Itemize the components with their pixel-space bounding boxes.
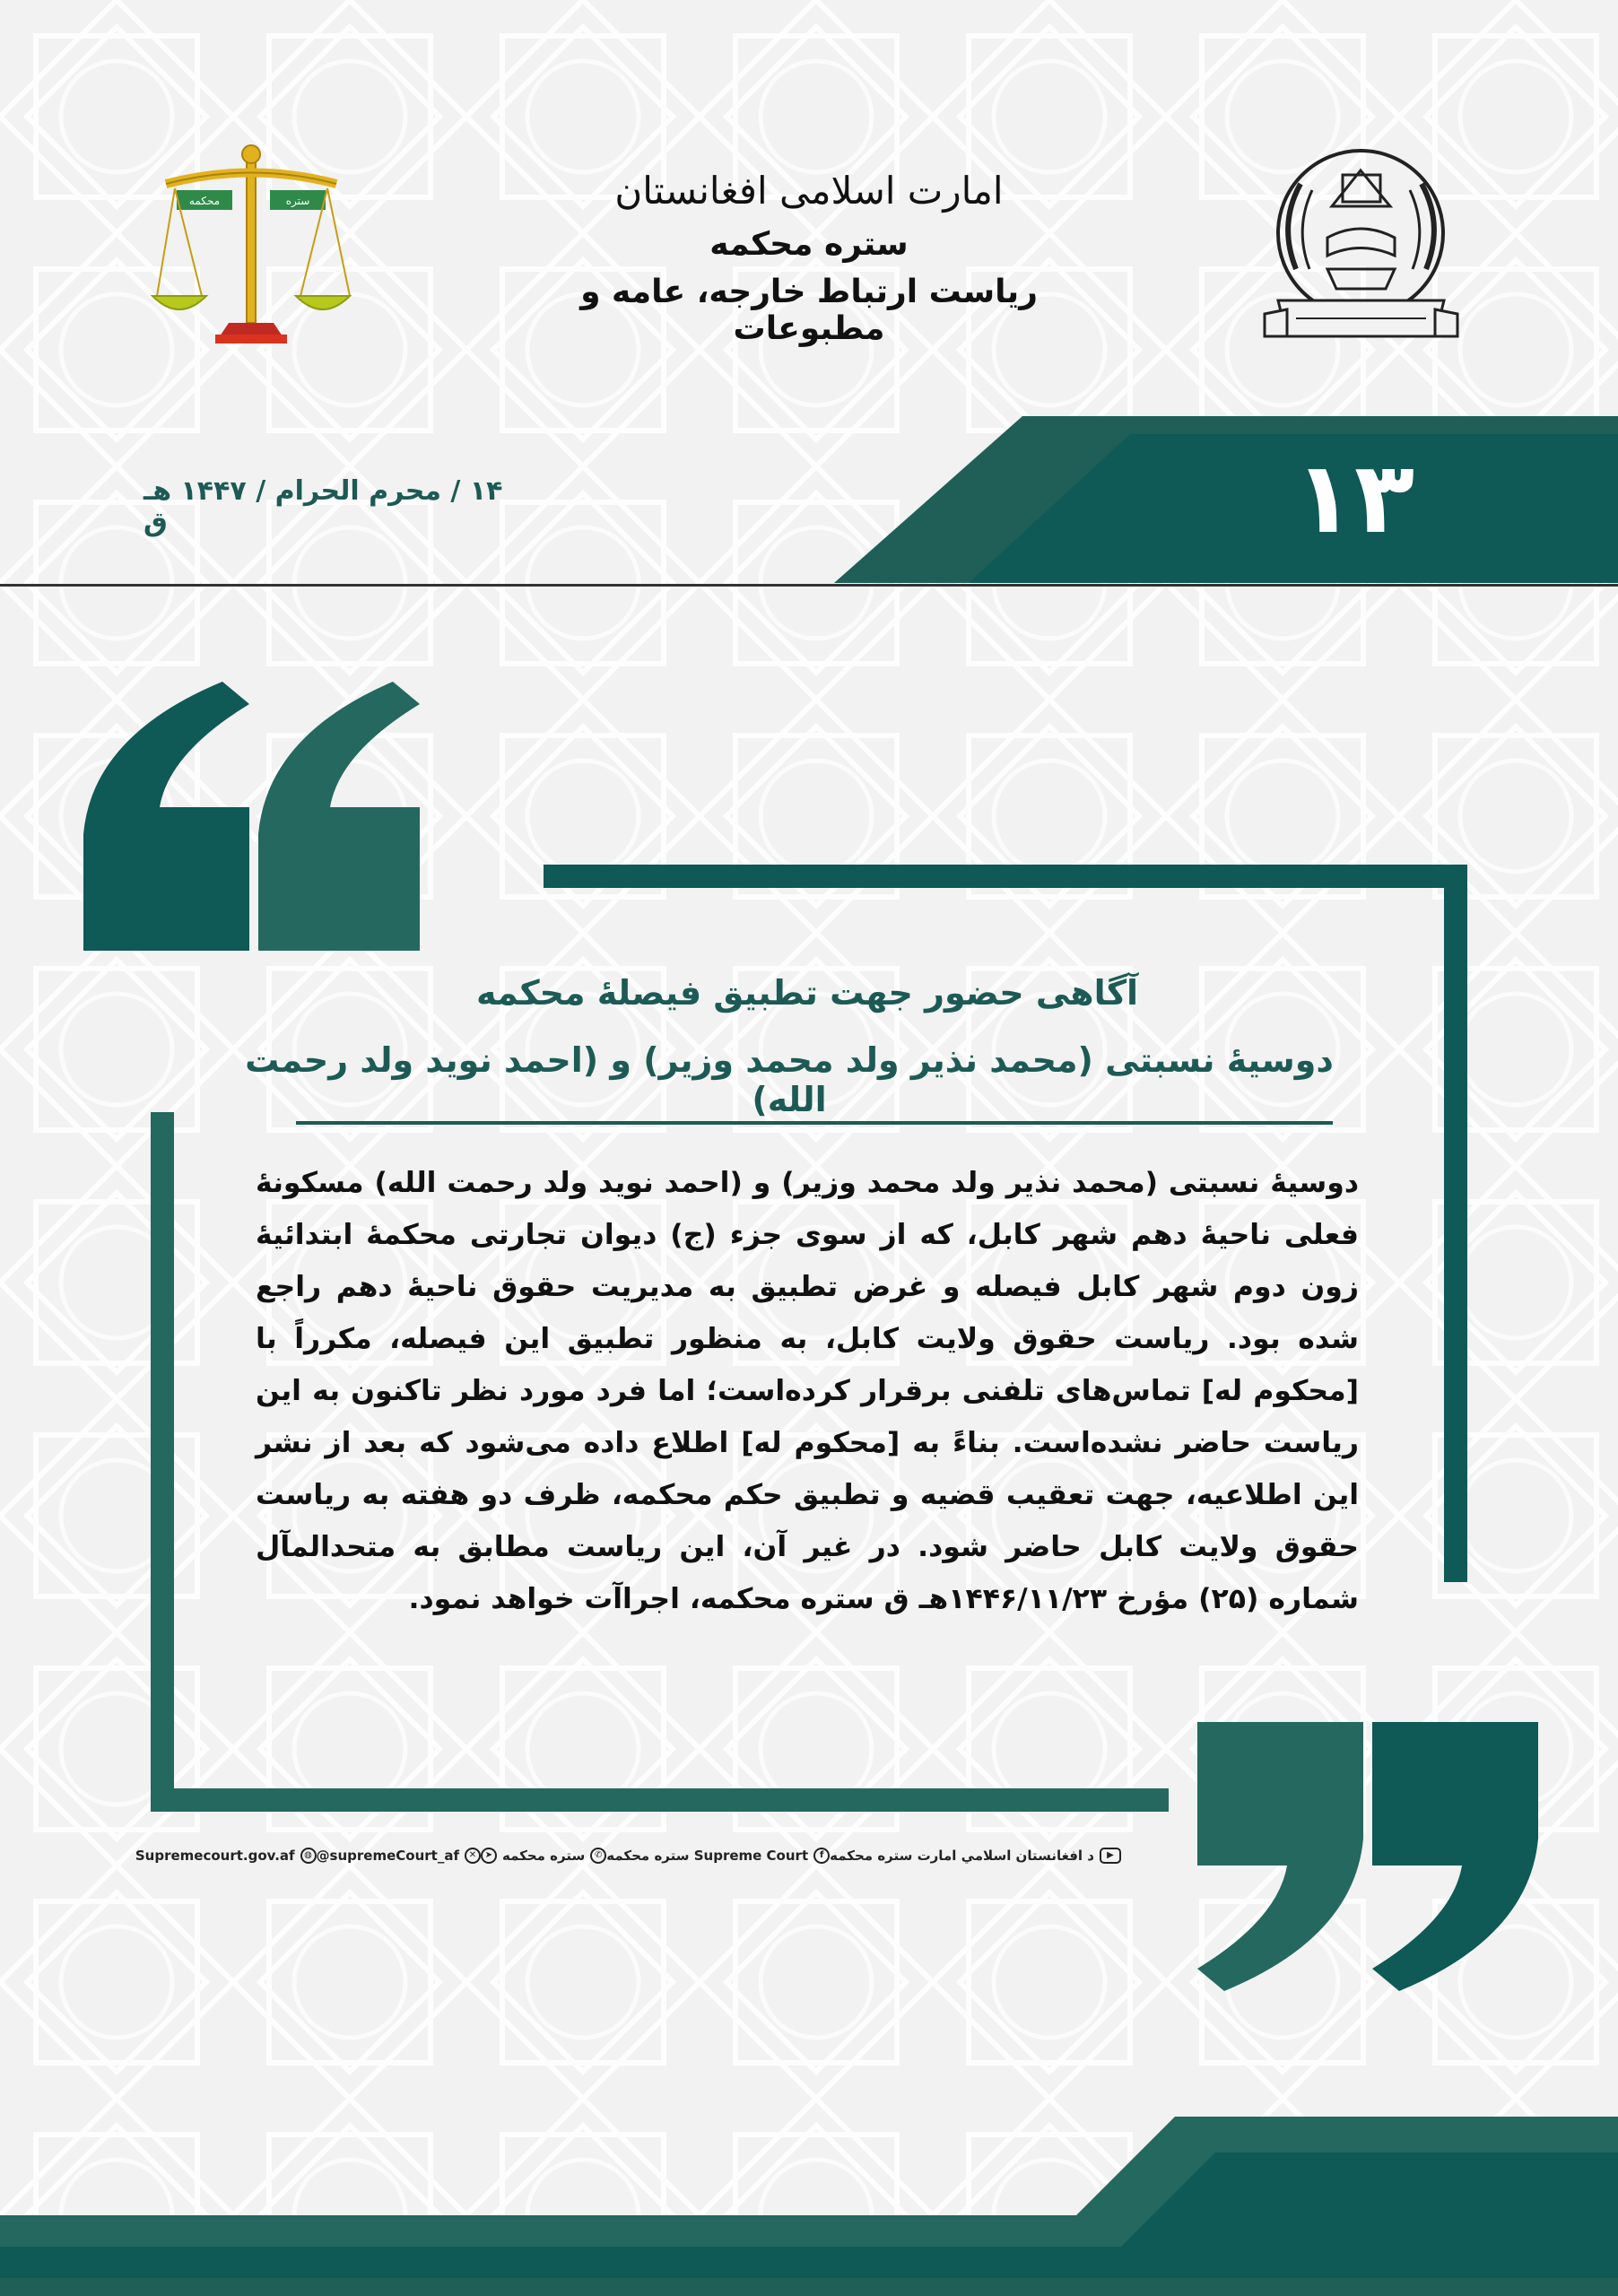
emirate-emblem-icon bbox=[1260, 135, 1462, 350]
frame-bottom-bar bbox=[151, 1788, 1169, 1812]
social-item-x[interactable] bbox=[317, 1848, 481, 1864]
department-name: ریاست ارتباط خارجه، عامه و مطبوعات bbox=[580, 274, 1038, 347]
scales-of-justice-icon bbox=[148, 144, 354, 350]
emirate-calligraphy: امارت اسلامی افغانستان bbox=[614, 169, 1004, 213]
frame-top-bar bbox=[544, 865, 1467, 888]
frame-right-bar bbox=[1444, 865, 1467, 1582]
whatsapp-icon: ✆ bbox=[590, 1848, 606, 1864]
x-icon: ✕ bbox=[465, 1848, 481, 1864]
open-quote-icon bbox=[79, 682, 429, 951]
org-name: ستره محکمه bbox=[709, 226, 909, 263]
header-divider bbox=[0, 584, 1618, 587]
social-item-youtube[interactable] bbox=[830, 1848, 1121, 1864]
close-quote-icon bbox=[1193, 1722, 1543, 1991]
social-item-website[interactable] bbox=[135, 1848, 317, 1864]
telegram-icon: ➤ bbox=[481, 1848, 497, 1864]
svg-text:ستره: ستره bbox=[285, 195, 310, 207]
globe-icon: ◍ bbox=[300, 1848, 317, 1864]
title-divider bbox=[296, 1121, 1333, 1125]
social-item-facebook[interactable] bbox=[606, 1848, 830, 1864]
notice-body: دوسیهٔ نسبتی (محمد نذیر ولد محمد وزیر) و (احمد نوید ولد رحمت الله) مسکونهٔ فعلی ناحیهٔ دهم شهر کابل، که از سوی جزء (ج) دیوان تجارتی محکمهٔ ابتدائیهٔ زون دوم شهر کابل فیصله و غرض تطبیق به مدیریت حقوق ناحیهٔ دهم راجع شده بود. ریاست حقوق ولایت کابل، به منظور تطبیق این فیصله، مکرراً با [محکوم له] تماس‌های تلفنی برقرار کرده‌است؛ اما فرد مورد نظر تاکنون به این ریاست حاضر نشده‌است. بناءً به [محکوم له] اطلاع داده می‌شود که بعد از نشر این اطلاعیه، جهت تعقیب قضیه و تطبیق حکم محکمه، ظرف دو هفته به ریاست حقوق ولایت کابل حاضر شود. در غیر آن، این ریاست مطابق به متحدالمآل شماره (۲۵) مؤرخ ۱۴۴۶/۱۱/۲۳هـ ق ستره محکمه، اجراآت خواهد نمود. bbox=[256, 1167, 1359, 1615]
social-label: @supremeCourt_af bbox=[316, 1848, 459, 1864]
notice-title: آگاهی حضور جهت تطبیق فیصلهٔ محکمه bbox=[475, 973, 1139, 1013]
social-label: ستره محکمه bbox=[501, 1848, 586, 1864]
social-label: ستره محکمه Supreme Court bbox=[606, 1848, 809, 1864]
social-links-bar bbox=[135, 1842, 1121, 1869]
social-item-whatsapp[interactable] bbox=[481, 1848, 606, 1864]
issue-date: ۱۴ / محرم الحرام / ۱۴۴۷ هـ ق bbox=[144, 475, 503, 538]
bottom-decorative-bands bbox=[0, 2072, 1618, 2296]
case-title: دوسیهٔ نسبتی (محمد نذیر ولد محمد وزیر) و (احمد نوید ولد رحمت الله) bbox=[245, 1040, 1334, 1119]
number-banner bbox=[834, 416, 1618, 583]
social-label: د افغانستان اسلامي امارت ستره محکمه bbox=[830, 1848, 1094, 1864]
frame-left-bar bbox=[151, 1112, 174, 1812]
facebook-icon: f bbox=[813, 1848, 830, 1864]
youtube-icon: ▶ bbox=[1100, 1848, 1121, 1864]
social-label: Supremecourt.gov.af bbox=[135, 1848, 295, 1864]
issue-number: ۱۳ bbox=[1293, 440, 1415, 555]
svg-text:محکمه: محکمه bbox=[188, 195, 221, 207]
